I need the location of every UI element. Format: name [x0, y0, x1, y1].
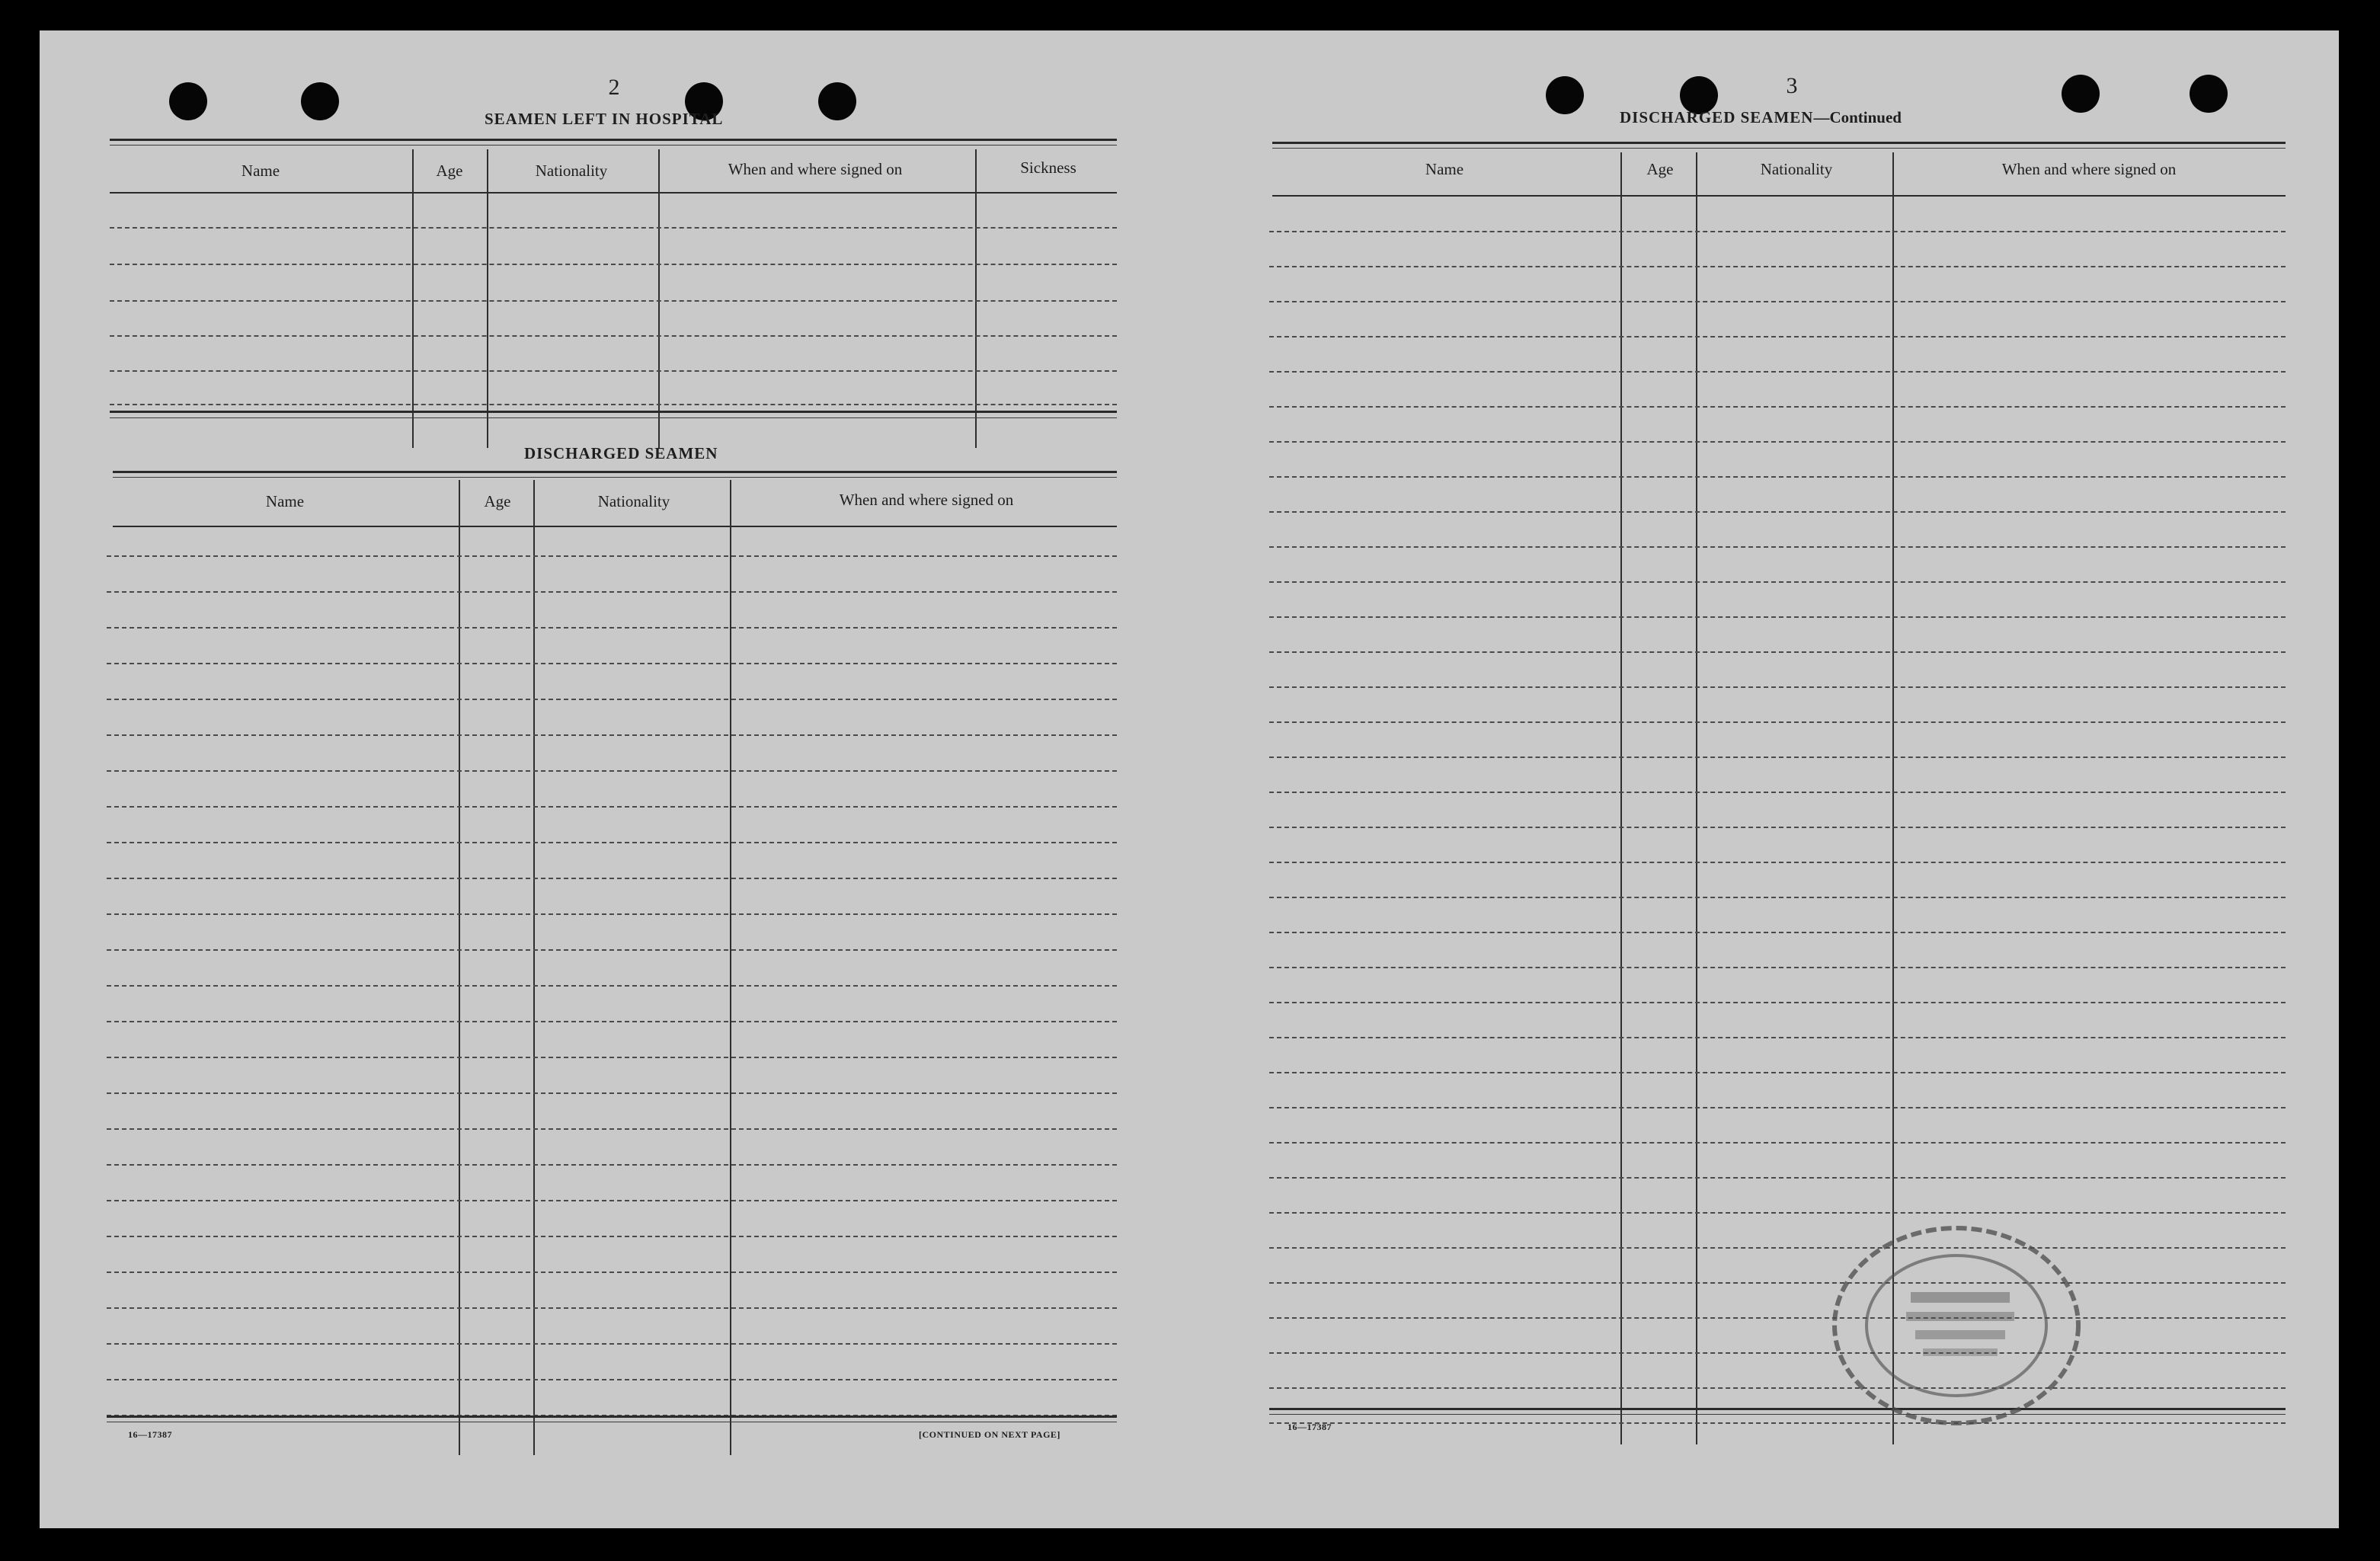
- table-row: [1269, 1247, 2286, 1249]
- column-header-name: Name: [1425, 160, 1464, 178]
- table-row: [107, 555, 1117, 557]
- table-row: [110, 264, 1117, 265]
- table-row: [107, 1164, 1117, 1166]
- column-header-age: Age: [1646, 160, 1674, 178]
- punch-hole: [301, 82, 339, 120]
- table-row: [107, 878, 1117, 879]
- section-title-suffix: —Continued: [1813, 108, 1902, 126]
- table-row: [107, 1379, 1117, 1380]
- table-row: [107, 1200, 1117, 1201]
- table-row: [1269, 406, 2286, 408]
- table-row: [1269, 1142, 2286, 1144]
- table-row: [1269, 441, 2286, 443]
- column-header-signed-on: When and where signed on: [839, 491, 1014, 509]
- table-row: [107, 627, 1117, 629]
- table-row: [1269, 1212, 2286, 1214]
- table-row: [107, 913, 1117, 915]
- table-row: [1269, 266, 2286, 267]
- table-row: [1269, 1072, 2286, 1073]
- table-row: [110, 227, 1117, 229]
- table-row: [1269, 932, 2286, 933]
- table-row: [1269, 827, 2286, 828]
- divider: [107, 1415, 1117, 1418]
- column-header-name: Name: [265, 492, 305, 510]
- continued-table-rows: [1269, 197, 2286, 1446]
- table-row: [1269, 721, 2286, 723]
- table-row: [107, 1128, 1117, 1130]
- table-row: [1269, 546, 2286, 548]
- table-row: [1269, 1107, 2286, 1108]
- hospital-section-title: SEAMEN LEFT IN HOSPITAL: [485, 110, 724, 128]
- table-row: [1269, 792, 2286, 793]
- table-row: [1269, 897, 2286, 898]
- table-row: [107, 1272, 1117, 1273]
- page-number: 3: [1786, 73, 1798, 98]
- table-row: [1269, 1177, 2286, 1179]
- column-header-sickness: Sickness: [1020, 158, 1076, 177]
- column-header-signed-on: When and where signed on: [728, 160, 903, 178]
- table-row: [1269, 757, 2286, 758]
- column-header-nationality: Nationality: [597, 492, 670, 510]
- table-row: [1269, 1037, 2286, 1038]
- table-row: [110, 404, 1117, 405]
- divider: [113, 477, 1117, 478]
- column-header-nationality: Nationality: [535, 162, 608, 180]
- table-row: [1269, 651, 2286, 653]
- column-header-name: Name: [241, 162, 280, 180]
- table-row: [1269, 581, 2286, 583]
- table-row: [1269, 1422, 2286, 1424]
- table-row: [110, 300, 1117, 302]
- table-row: [107, 1092, 1117, 1094]
- table-row: [1269, 231, 2286, 232]
- divider: [1272, 142, 2286, 144]
- column-header-signed-on: When and where signed on: [2001, 160, 2177, 178]
- table-row: [107, 1343, 1117, 1345]
- section-title: DISCHARGED SEAMEN: [1620, 108, 1814, 126]
- table-row: [107, 842, 1117, 843]
- table-row: [107, 985, 1117, 987]
- table-row: [107, 949, 1117, 951]
- immigration-stamp: [1827, 1219, 2086, 1432]
- column-header-age: Age: [484, 492, 511, 510]
- table-row: [1269, 967, 2286, 968]
- column-header-age: Age: [436, 162, 463, 180]
- divider: [1272, 148, 2286, 149]
- column-header-nationality: Nationality: [1760, 160, 1833, 178]
- table-row: [107, 699, 1117, 700]
- table-row: [1269, 1317, 2286, 1319]
- divider: [1269, 1414, 2286, 1415]
- table-row: [107, 734, 1117, 736]
- page-number: 2: [608, 75, 620, 100]
- discharged-continued-title: [1620, 108, 1902, 127]
- divider: [113, 471, 1117, 473]
- form-number: 16—17387: [128, 1429, 172, 1440]
- divider: [110, 417, 1117, 418]
- table-row: [1269, 371, 2286, 373]
- table-row: [107, 1236, 1117, 1237]
- punch-hole: [169, 82, 207, 120]
- continued-note: [CONTINUED ON NEXT PAGE]: [919, 1429, 1060, 1440]
- table-row: [1269, 616, 2286, 618]
- table-row: [107, 1057, 1117, 1058]
- table-row: [107, 770, 1117, 772]
- table-row: [107, 1307, 1117, 1309]
- divider: [110, 145, 1117, 146]
- form-number: 16—17387: [1288, 1422, 1332, 1432]
- table-row: [1269, 1282, 2286, 1284]
- table-row: [110, 335, 1117, 337]
- punch-hole: [2190, 75, 2228, 113]
- table-row: [1269, 1002, 2286, 1003]
- divider: [1269, 1408, 2286, 1410]
- table-row: [107, 1021, 1117, 1022]
- discharged-section-title: DISCHARGED SEAMEN: [524, 444, 718, 462]
- punch-hole: [2062, 75, 2100, 113]
- table-row: [1269, 1352, 2286, 1354]
- punch-hole: [1546, 76, 1584, 114]
- table-row: [1269, 476, 2286, 478]
- divider: [110, 411, 1117, 413]
- table-row: [107, 806, 1117, 808]
- table-row: [107, 591, 1117, 593]
- table-row: [1269, 686, 2286, 688]
- table-row: [1269, 1387, 2286, 1389]
- punch-hole: [818, 82, 856, 120]
- discharged-table-rows: [107, 527, 1117, 1457]
- table-row: [1269, 862, 2286, 863]
- table-row: [1269, 336, 2286, 337]
- table-row: [107, 663, 1117, 664]
- table-row: [110, 370, 1117, 372]
- table-row: [1269, 511, 2286, 513]
- table-row: [1269, 301, 2286, 302]
- divider: [110, 139, 1117, 141]
